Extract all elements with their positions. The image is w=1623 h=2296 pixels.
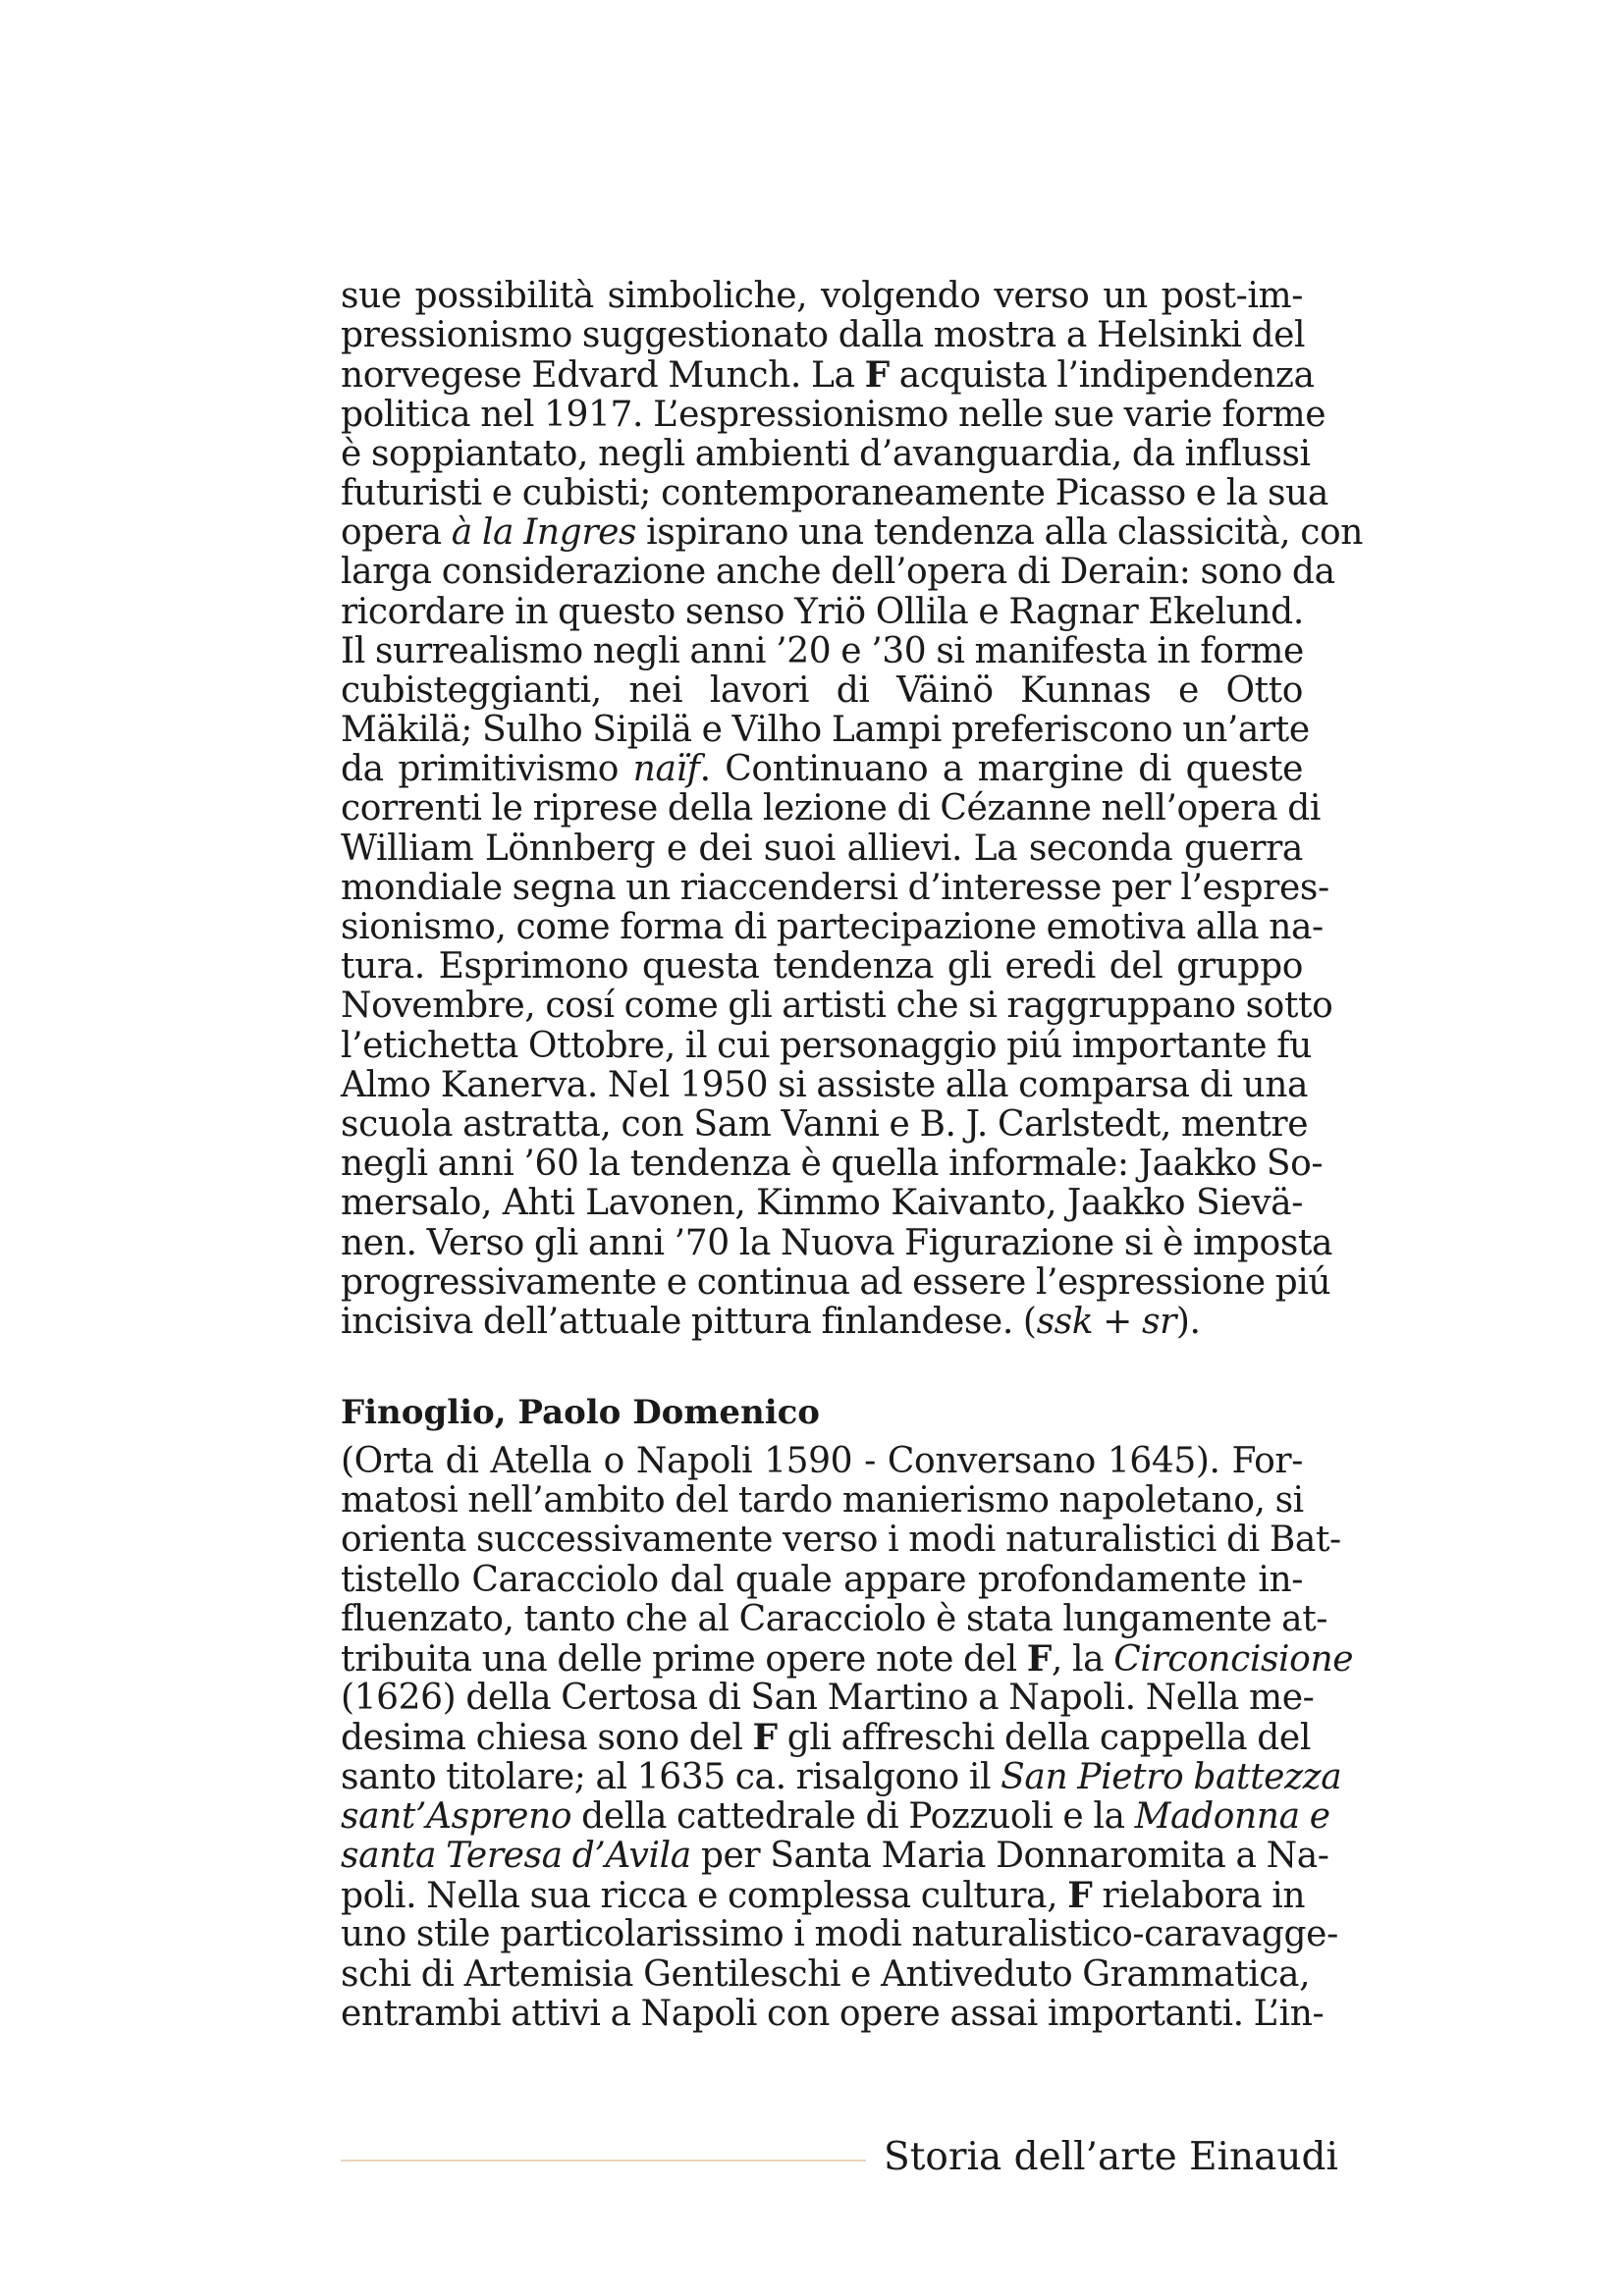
text-line <box>341 1144 1324 1185</box>
text-run: mersalo, Ahti Lavonen, Kimmo Kaivanto, Jaakko Sievä- <box>341 1183 1303 1224</box>
text-run: ). <box>1175 1301 1201 1342</box>
text-run: santo titolare; al 1635 ca. risalgono il <box>341 1756 1001 1797</box>
text-run: tura. Esprimono questa tendenza gli eredi del gruppo <box>341 946 1303 988</box>
text-column <box>341 276 1364 2034</box>
footer-rule <box>341 2160 866 2162</box>
text-run: sue possibilità simboliche, volgendo verso un post-im- <box>341 276 1303 316</box>
text-line <box>341 1481 1303 1521</box>
text-line <box>341 1717 1311 1759</box>
text-line <box>341 1520 1341 1561</box>
italic-run: sant’Aspreno <box>341 1795 572 1837</box>
italic-run: à la Ingres <box>451 512 637 554</box>
text-run: (Orta di Atella o Napoli 1590 - Conversano 1645). For- <box>341 1441 1303 1482</box>
text-line <box>341 1835 1329 1876</box>
text-line <box>341 1261 1331 1303</box>
text-run: larga considerazione anche dell’opera di Derain: sono da <box>341 552 1335 593</box>
text-line <box>341 1993 1325 2034</box>
text-run: della cattedrale di Pozzuoli e la <box>571 1795 1135 1837</box>
text-run: William Lönnberg e dei suoi allievi. La seconda guerra <box>341 828 1303 869</box>
text-run: tistello Caracciolo dal quale appare profondamente in- <box>341 1559 1303 1600</box>
text-line <box>341 750 1303 789</box>
text-run: da primitivismo <box>341 749 633 790</box>
text-line <box>341 1184 1303 1223</box>
text-run: , la <box>1051 1639 1114 1680</box>
text-run: acquista l’indipendenza <box>889 355 1315 397</box>
text-line <box>341 1303 1303 1342</box>
text-run: . Continuano a margine di queste <box>699 749 1303 790</box>
text-run: politica nel 1917. L’espressionismo nelle sue varie forme <box>341 394 1326 435</box>
text-run: (1626) della Certosa di San Martino a Napoli. Nella me- <box>341 1678 1315 1719</box>
text-run: pressionismo suggestionato dalla mostra a Helsinki del <box>341 315 1306 356</box>
footer-title: Storia dell’arte Einaudi <box>884 2135 1338 2179</box>
text-line <box>341 710 1310 751</box>
text-line <box>341 1756 1342 1797</box>
text-run: schi di Artemisia Gentileschi e Antiveduto Grammatica, <box>341 1953 1311 1995</box>
text-run: incisiva dell’attuale pittura finlandese. ( <box>341 1301 1037 1342</box>
text-line <box>341 1103 1309 1145</box>
text-run: mondiale segna un riaccendersi d’interesse per l’espres- <box>341 867 1329 908</box>
text-run: cubisteggianti, nei lavori di Väinö Kunnas e Otto <box>341 669 1303 711</box>
text-line <box>341 1795 1330 1837</box>
text-line <box>341 1598 1328 1639</box>
text-line <box>341 433 1311 474</box>
bold-run: F <box>864 354 890 397</box>
text-line <box>341 986 1333 1027</box>
text-run: scuola astratta, con Sam Vanni e B. J. Carlstedt, mentre <box>341 1103 1309 1145</box>
text-line <box>341 867 1329 908</box>
italic-run: Circoncisione <box>1113 1639 1354 1680</box>
text-line <box>341 277 1303 316</box>
text-run: poli. Nella sua ricca e complessa cultura, <box>341 1876 1068 1917</box>
text-run: opera <box>341 512 452 554</box>
text-run: desima chiesa sono del <box>341 1718 753 1759</box>
italic-run: naïf <box>632 749 700 790</box>
text-line <box>341 1442 1303 1481</box>
text-line <box>341 632 1303 671</box>
text-run: tribuita una delle prime opere note del <box>341 1639 1027 1680</box>
entry-previous-body <box>341 276 1364 1342</box>
text-line <box>341 1561 1303 1600</box>
text-run: ispirano una tendenza alla classicità, con <box>636 512 1364 554</box>
italic-run: San Pietro battezza <box>1001 1756 1342 1797</box>
text-line <box>341 671 1303 711</box>
text-line <box>341 907 1324 947</box>
text-run: è soppiantato, negli ambienti d’avanguardia, da influssi <box>341 433 1311 474</box>
text-run: Il surrealismo negli anni ’20 e ’30 si manifesta in forme <box>341 630 1304 671</box>
text-line <box>341 788 1321 829</box>
text-line <box>341 1025 1312 1066</box>
text-run: ricordare in questo senso Yriö Ollila e Ragnar Ekelund. <box>341 591 1304 632</box>
text-run: Mäkilä; Sulho Sipilä e Vilho Lampi preferiscono un’arte <box>341 710 1310 751</box>
text-run: nen. Verso gli anni ’70 la Nuova Figurazione si è imposta <box>341 1222 1333 1263</box>
text-line <box>341 512 1364 554</box>
text-line <box>341 1678 1315 1719</box>
text-run: norvegese Edvard Munch. La <box>341 355 865 397</box>
text-run: correnti le riprese della lezione di Cézanne nell’opera di <box>341 788 1321 829</box>
text-line <box>341 315 1306 356</box>
text-run: sionismo, come forma di partecipazione emotiva alla na- <box>341 907 1324 947</box>
entry-heading: Finoglio, Paolo Domenico <box>341 1393 820 1433</box>
text-line <box>341 1953 1311 1995</box>
text-run: gli affreschi della cappella del <box>777 1718 1311 1759</box>
text-line <box>341 394 1326 435</box>
italic-run: santa Teresa d’Avila <box>341 1835 691 1876</box>
text-run: Almo Kanerva. Nel 1950 si assiste alla comparsa di una <box>341 1064 1309 1105</box>
bold-run: F <box>1026 1638 1052 1680</box>
text-run: negli anni ’60 la tendenza è quella informale: Jaakko So- <box>341 1144 1324 1185</box>
text-line <box>341 472 1328 513</box>
text-line <box>341 1638 1354 1680</box>
text-run: fluenzato, tanto che al Caracciolo è stata lungamente at- <box>341 1598 1328 1639</box>
text-run: uno stile particolarissimo i modi naturalistico-caravagge- <box>341 1914 1338 1955</box>
text-line <box>341 1064 1309 1105</box>
text-run: orienta successivamente verso i modi naturalistici di Bat- <box>341 1520 1341 1561</box>
text-line <box>341 354 1315 397</box>
entry-body <box>341 1441 1354 2034</box>
italic-run: ssk + sr <box>1036 1301 1176 1342</box>
text-run: Novembre, cosí come gli artisti che si raggruppano sotto <box>341 986 1333 1027</box>
text-run: rielabora in <box>1092 1876 1306 1917</box>
text-run: futuristi e cubisti; contemporaneamente Picasso e la sua <box>341 472 1328 513</box>
text-line <box>341 1875 1306 1917</box>
text-run: entrambi attivi a Napoli con opere assai importanti. L’in- <box>341 1993 1325 2034</box>
text-run: l’etichetta Ottobre, il cui personaggio piú importante fu <box>341 1025 1312 1066</box>
text-line <box>341 1222 1333 1263</box>
bold-run: F <box>752 1717 778 1759</box>
text-run: per Santa Maria Donnaromita a Na- <box>690 1835 1329 1876</box>
text-run: matosi nell’ambito del tardo manierismo napoletano, si <box>341 1480 1304 1522</box>
bold-run: F <box>1067 1875 1093 1917</box>
text-line <box>341 593 1303 632</box>
text-run: progressivamente e continua ad essere l’espressione piú <box>341 1261 1331 1303</box>
text-line <box>341 829 1303 869</box>
text-line <box>341 1914 1338 1955</box>
text-line <box>341 552 1335 593</box>
italic-run: Madonna e <box>1134 1795 1330 1837</box>
text-line <box>341 947 1303 987</box>
